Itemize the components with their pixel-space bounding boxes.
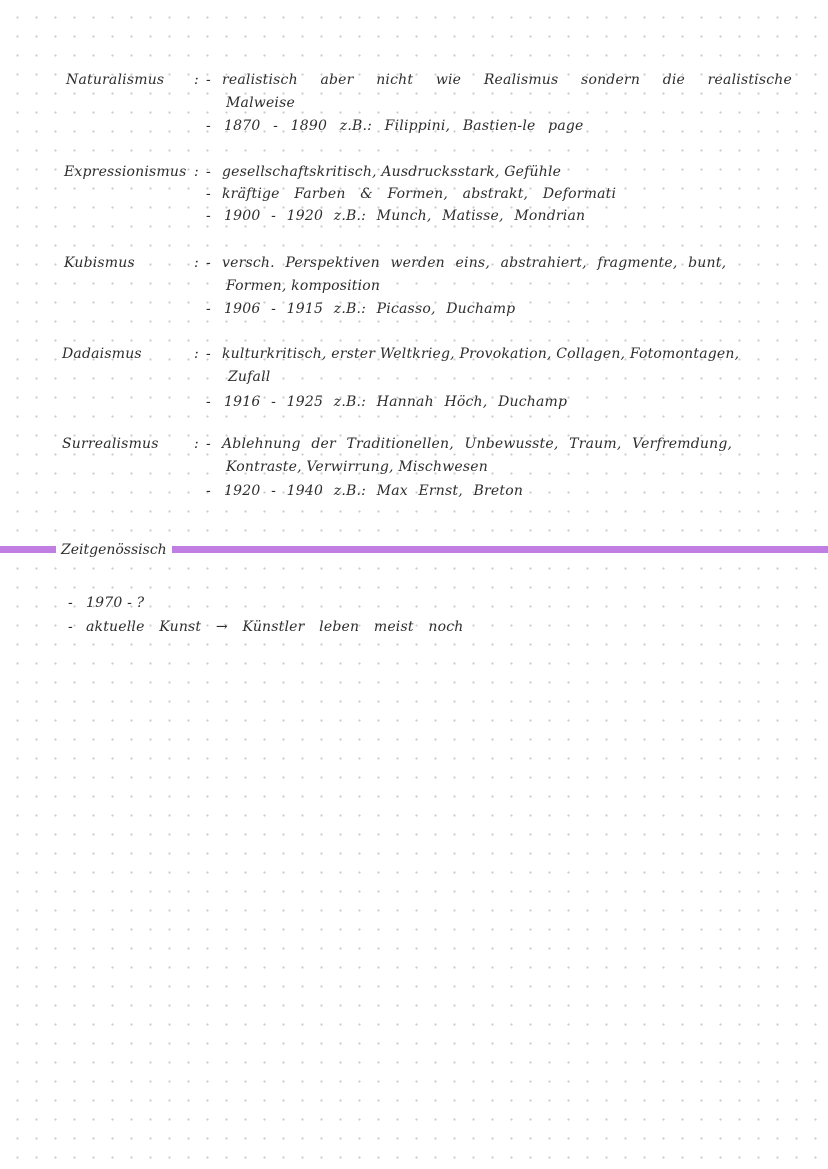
bullet-dash: -: [206, 208, 211, 224]
entry-line: gesellschaftskritisch, Ausdrucksstark, Gefühle: [222, 164, 562, 180]
entry-line: Kontraste, Verwirrung, Mischwesen: [226, 459, 488, 475]
entry-line: Formen, komposition: [226, 278, 381, 294]
entry-line: Malweise: [226, 95, 295, 111]
bullet-dash: -: [68, 595, 73, 611]
entry-line: 1870 - 1890 z.B.: Filippini, Bastien-le page: [224, 118, 584, 134]
term-kubismus: Kubismus: [64, 255, 135, 271]
entry-line: kulturkritisch, erster Weltkrieg, Provokation, Collagen, Fotomontagen,: [222, 346, 740, 362]
bullet-dash: -: [206, 394, 211, 410]
colon: :: [194, 72, 199, 88]
entry-line: Ablehnung der Traditionellen, Unbewusste, Traum, Verfremdung,: [222, 436, 733, 452]
entry-line: versch. Perspektiven werden eins, abstrahiert, fragmente, bunt,: [222, 255, 727, 271]
term-surrealismus: Surrealismus: [62, 436, 159, 452]
bullet-dash: -: [206, 72, 211, 88]
section-line: aktuelle Kunst → Künstler leben meist noch: [86, 619, 464, 635]
bullet-dash: -: [206, 255, 211, 271]
colon: :: [194, 255, 199, 271]
bullet-dash: -: [206, 301, 211, 317]
term-naturalismus: Naturalismus: [66, 72, 165, 88]
entry-line: 1900 - 1920 z.B.: Munch, Matisse, Mondrian: [224, 208, 586, 224]
bullet-dash: -: [206, 436, 211, 452]
entry-line: kräftige Farben & Formen, abstrakt, Deformati: [222, 186, 617, 202]
section-title: Zeitgenössisch: [56, 539, 172, 561]
entry-line: 1920 - 1940 z.B.: Max Ernst, Breton: [224, 483, 524, 499]
colon: :: [194, 436, 199, 452]
bullet-dash: -: [206, 186, 211, 202]
bullet-dash: -: [68, 619, 73, 635]
entry-line: 1916 - 1925 z.B.: Hannah Höch, Duchamp: [224, 394, 568, 410]
colon: :: [194, 346, 199, 362]
bullet-dash: -: [206, 346, 211, 362]
term-expressionismus: Expressionismus: [64, 164, 187, 180]
bullet-dash: -: [206, 164, 211, 180]
entry-line: Zufall: [228, 369, 271, 385]
section-line: 1970 - ?: [86, 595, 145, 611]
term-dadaismus: Dadaismus: [62, 346, 142, 362]
bullet-dash: -: [206, 483, 211, 499]
entry-line: realistisch aber nicht wie Realismus sondern die realistische: [222, 72, 792, 88]
colon: :: [194, 164, 199, 180]
bullet-dash: -: [206, 118, 211, 134]
entry-line: 1906 - 1915 z.B.: Picasso, Duchamp: [224, 301, 516, 317]
